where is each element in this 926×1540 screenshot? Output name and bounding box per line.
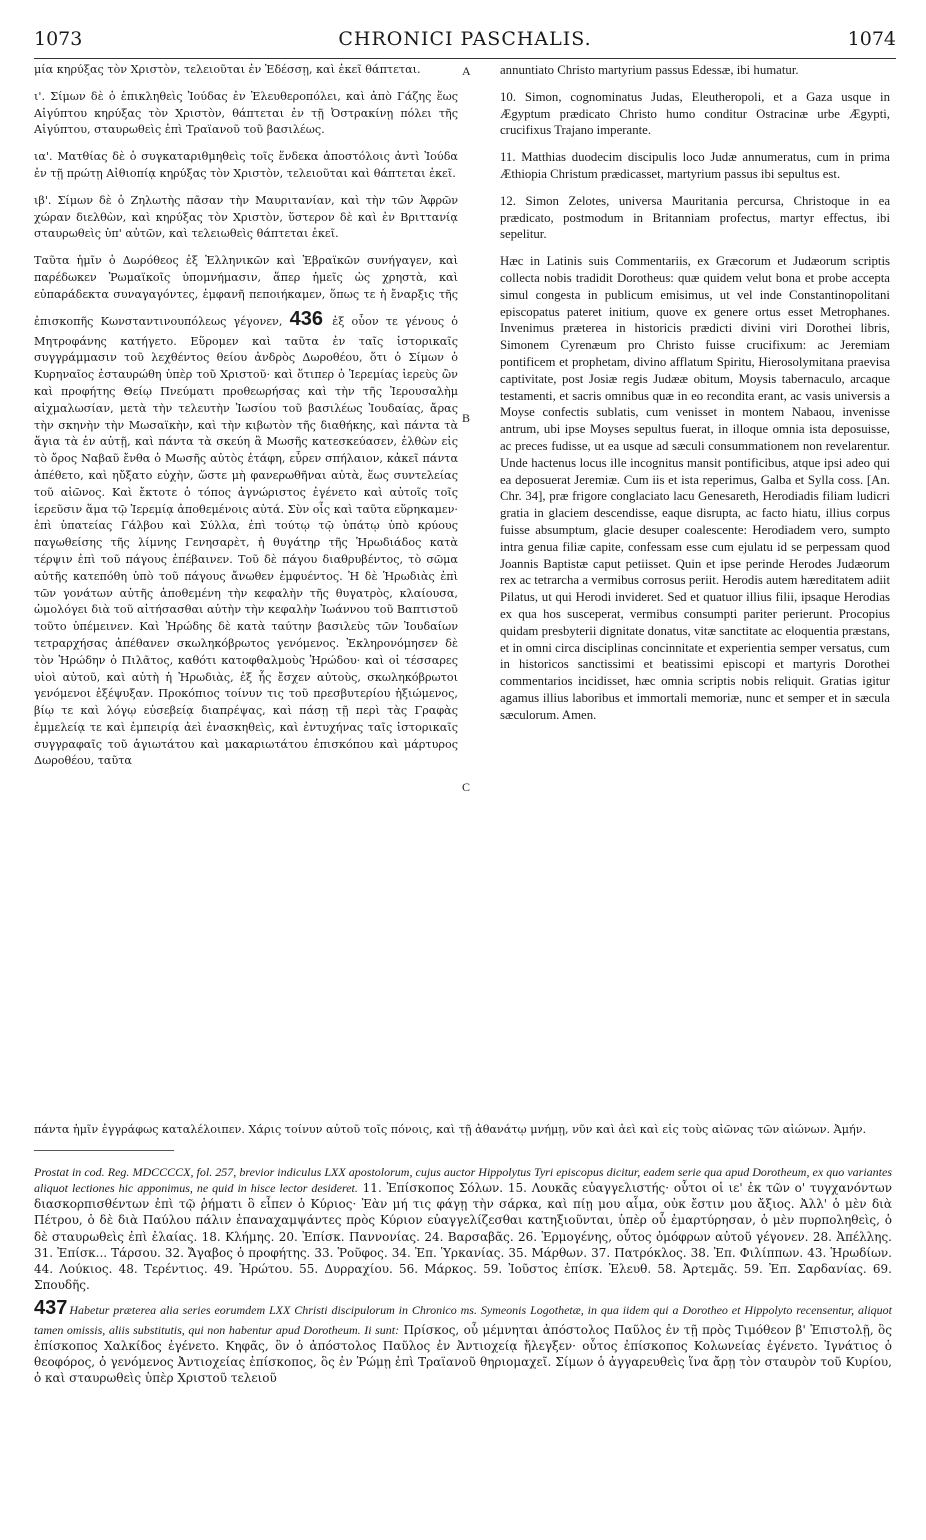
latin-paragraph: annuntiato Christo martyrium passus Edessæ, ibi humatur. — [500, 63, 799, 77]
greek-paragraph: ι'. Σίμων δὲ ὁ ἐπικληθεὶς Ἰούδας ἐν Ἐλευθεροπόλει, καὶ ἀπὸ Γάζης ἕως Αἰγύπτου κηρύξας τὸν Χριστὸν, θάπτεται ἐν τῇ Ὀστρακίνῃ πόλει τῆς Αἰγύπτου, σταυρωθεὶς ἐπὶ Τραϊανοῦ τοῦ βασιλέως. — [34, 89, 458, 137]
greek-text: ἐξ οὗον τε γένους ὁ Μητροφάνης κατήγετο. Εὕρομεν καὶ ταῦτα ἐν ταῖς ἱστορικαῖς συγγράμμασιν τοῦ λεχθέντος θείου ἀνδρὸς Δωροθέου, ὅτι ὁ Σίμων ὁ Κυρηναῖος ἐσταυρώθη ὑπὲρ τοῦ Χριστοῦ· καὶ ὅτιπερ ὁ Ἱερεμίας ἱερεὺς ὢν καὶ προφήτης Θείῳ Πνεύματι προθεωρήσας καὶ τὴν τῆς Ἱερουσαλὴμ αἰχμαλωσίαν, μετὰ τὴν τελευτὴν Ἰωσίου τοῦ βασιλέως Ἰουδαίας, ἄρας τὴν σκηνὴν τὴν Μωσαϊκὴν, καὶ τὴν κιβωτὸν τῆς διαθήκης, καὶ πάντα τὰ ἅγια τὰ ἐν αὐτῇ, καὶ πάντα τὰ σκεύη ἃ Μωσῆς κατεσκεύασεν, ἐλθὼν εἰς τὸ ὄρος Ναβαῦ ἔνθα ὁ Μωσῆς αὐτὸς ἐτάφη, εὗρεν σπήλαιον, κἀκεῖ πάντα ἀπέθετο, καὶ ηὔξατο εὐχὴν, ὥστε μὴ φανερωθῆναι αὐτὰ, ἕως συντελείας τοῦ αἰῶνος. Καὶ ἔκτοτε ὁ τόπος ἀγνώριστος ἐγένετο καὶ αὐτοῖς τοῖς ἱερεῦσιν ἅμα τῷ Ἱερεμίᾳ ἀποθεμένοις αὐτά. Σὺν οἷς καὶ ταῦτα εὕρηκαμεν· ἐπὶ ὑπατείας Γάλβου καὶ Σύλλα, ἐπὶ τούτῳ τῷ ὑπάτῳ ὑπὸ κρύους παγωθείσης τῆς λίμνης Γενησαρὲτ, ἡ θυγάτηρ τῆς Ἡρωδιάδος κατὰ τέρψιν ἐπὶ τοῦ πάγους ἐπέβαινεν. Τοῦ δὲ πάγου διαθρυβέντος, τὸ σῶμα αὐτῆς κατεπόθη ὑπὸ τοῦ πάγους ἄνωθεν ἐμφυέντος. Ἡ δὲ Ἡρωδιὰς ἐπὶ τῶν γονάτων αὐτῆς ἀποθεμένη τὴν κεφαλὴν τῆς θυγατρὸς, κλαίουσα, ὡμολόγει διὰ τοῦ αἰτήσασθαι αὐτὴν τὴν κεφαλὴν Ἰωάννου τοῦ Βαπτιστοῦ τοῦτο ὑπέμεινεν. Καὶ Ἡρώδης δὲ κατὰ ταύτην βασιλεὺς τῶν Ἰουδαίων τετραρχήσας ἀπέθανεν σκωληκόβρωτος γενόμενος. Ἐκληρονόμησεν δὲ τὸν Ἡρώδην ὁ Πιλᾶτος, καθότι κατοφθαλμοὺς Ἡρώδου· καὶ οἱ τέσσαρες υἱοὶ αὐτοῦ, καὶ αὐτὴ ἡ Ἡρωδιὰς, ἐξ ἧς ἔσχεν αὐτοὺς, σκωληκόβρωτοι γενόμενοι ἐξέψυξαν. Προκόπιος τοίνυν τις τοῦ πρεσβυτερίου ἠξιώμενος, βίῳ τε καὶ λόγῳ εὐσεβείᾳ διαπρέψας, καὶ πάσῃ τῇ περὶ τὰς Γραφὰς ἐμμελείᾳ τε καὶ ἐμπειρίᾳ ἀεὶ ἐνασκηθεὶς, καὶ ἐντυχήνας ταῖς ἱστορικαῖς συγγραφαῖς τοῦ ἁγιωτάτου καὶ μακαριωτάτου ἐπισκόπου καὶ μάρτυρος Δωροθέου, ταῦτα — [34, 314, 459, 768]
greek-paragraph: μία κηρύξας τὸν Χριστὸν, τελειοῦται ἐν Ἐδέσσῃ, καὶ ἐκεῖ θάπτεται. — [34, 63, 421, 76]
page-number-right: 1074 — [847, 28, 896, 50]
edition-page-number: 436 — [289, 307, 323, 330]
footnote-intro: Habetur præterea alia series eorumdem LXX Christi discipulorum in Chronico ms. Symeonis Logothetæ, in qua iidem qui a Dorotheo et Hippolyto recensentur, aliquot tamen omissis, aliis substitutis, qui non habentur apud Dorotheum. Ii sunt: — [34, 1303, 892, 1337]
greek-closing-text: πάντα ἡμῖν ἐγγράφως καταλέλοιπεν. Χάρις τοίνυν αὐτοῦ τοῖς πόνοις, καὶ τῇ ἀθανάτῳ μνήμῃ, νῦν καὶ ἀεὶ καὶ εἰς τοὺς αἰῶνας τῶν αἰώνων. Ἀμήν. — [34, 1123, 867, 1136]
footnotes — [34, 1164, 892, 1386]
running-title: CHRONICI PASCHALIS. — [338, 28, 592, 50]
page-number-left: 1073 — [34, 28, 83, 50]
edition-page-number: 437 — [34, 1297, 68, 1319]
notes-separator — [34, 1150, 174, 1151]
latin-paragraph: 11. Matthias duodecim discipulis loco Judæ annumeratus, cum in prima Æthiopia Christum prædicasset, martyrium passus ibi sepultus est. — [500, 150, 890, 181]
margin-letter-a: A — [462, 64, 471, 78]
greek-paragraph — [34, 253, 458, 770]
latin-paragraph: Hæc in Latinis suis Commentariis, ex Græcorum et Judæorum scriptis collecta nobis tradidit Dorotheus: quæ quidem velut bona et probe accepta simul congesta in publicum emisimus, ut vel inde Constantinopolitani episcopatus pateret initium, quove ex genere ortus esset Metrophanes. Invenimus præterea in historicis prædicti divini viri Dorothei libris, Simonem Cyrenæum pro Christo fuisse crucifixum: ac Jeremiam pontificem et prophetam, divino afflatum Spiritu, Hierosolymitana praevisa captivitate, post Josiæ regis Judææ obitum, Moysis tabernaculo, arcaque testamenti, et sacris omnibus quæ in eo recondita erant, ac vasis universis a Moyse confectis sublatis, cum venisset in montem Nabaou, invenisse antrum, ubi ipse Moyses sepultus fuerat, in illoque omnia ista deposuisse, ac preces fudisse, ut ea usque ad sæculi consummationem non revelarentur. Unde hactenus locus ille incognitus mansit pontificibus, atque ipsi adeo qui ea deposuerat Jeremiæ. Cum iis et ista reperimus, Galba et Sylla coss. [An. Chr. 34], præ frigore conglaciato lacu Genesareth, Herodiadis filiam ludicri gratia in glaciem descendisse, eaque disrupta, ac facto hiatu, illius corpus fuisse absumptum, glacie desuper coalescente: Herodiadem vero, sumpto intra genua filiæ capite, confessam esse cum ejulatu id se perpessam quod Joannis Baptistæ caput petiisset. Quin et ipse perinde Herodes Judæorum rex ac tetrarcha a vermibus corrosus periit. Herodis autem hæreditatem adiit Pilatus, ut qui Herodi invideret. Sed et quatuor illius filii, ipsaque Herodias ex qua hos susceperat, vermibus consumpti pariter perierunt. Procopius quidam presbyterii dignitate donatus, vitæ sanctitate ac eloquentia præstans, et in omni circa disciplinas concinnitate et experientia semper versatus, cum in historicos sanctissimi et beatissimi episcopi et martyris Dorothei commentarios incidisset, hæc omnia scriptis nobis reliquit. Gratias igitur agamus illius laboribus et immortali memoriæ, nunc et semper et in sæcula sæculorum. Amen. — [500, 254, 890, 722]
margin-letter-c: C — [462, 780, 471, 794]
greek-paragraph: ιβ'. Σίμων δὲ ὁ Ζηλωτὴς πᾶσαν τὴν Μαυριτανίαν, καὶ τὴν τῶν Ἀφρῶν χώραν διελθὼν, καὶ κηρύξας τὸν Χριστὸν, ὕστερον δὲ καὶ ἐν Βριττανίᾳ σταυρωθεὶς ὑπ' αὐτῶν, καὶ τελειωθεὶς θάπτεται ἐκεῖ. — [34, 193, 458, 241]
greek-paragraph: ια'. Ματθίας δὲ ὁ συγκαταριθμηθεὶς τοῖς ἕνδεκα ἀποστόλοις ἀντὶ Ἰούδα ἐν τῇ πρώτῃ Αἰθιοπίᾳ κηρύξας τὸν Χριστὸν, τελειοῦται καὶ θάπτεται ἐκεῖ. — [34, 150, 458, 180]
footnote — [34, 1164, 892, 1293]
greek-text: Ταῦτα ἡμῖν ὁ Δωρόθεος ἐξ Ἑλληνικῶν καὶ Ἑβραϊκῶν συνήγαγεν, καὶ παρέδωκεν Ῥωμαϊκοῖς ὑπομνήμασιν, ἅπερ ἡμεῖς ὡς χρηστὰ, καὶ εὐπαράδεκτα συναγαγόντες, ἐμφανῆ πεποιήκαμεν, ὅπως τε ἡ ἔναρξις τῆς ἐπισκοπῆς Κωνσταντινουπόλεως γέγονεν, — [34, 254, 458, 328]
footnote-intro: Prostat in cod. Reg. MDCCCCX, fol. 257, brevior indiculus LXX apostolorum, cujus auctor Hippolytus Tyri episcopus dicitur, eadem serie qua apud Dorotheum, ex quo variantes aliquot lectiones hic apponimus, ne quid in hisce lector desideret. — [34, 1165, 892, 1196]
latin-paragraph: 12. Simon Zelotes, universa Mauritania percursa, Christoque in ea prædicato, postmodum in Britanniam profectus, martyr effectus, ibi sepelitur. — [500, 193, 890, 242]
greek-closing — [34, 1122, 894, 1139]
running-header — [34, 28, 896, 54]
footnote-text: Πρίσκος, οὗ μέμνηται ἀπόστολος Παῦλος ἐν τῇ πρὸς Τιμόθεον β' Ἐπιστολῇ, ὃς ἐπίσκοπος Χαλκίδος ἐγένετο. Κηφᾶς, ὃν ὁ ἀπόστολος Παῦλος ἐν Ἀντιοχείᾳ ἤλεγξεν· οὗτος ἐπίσκοπος Κολωνείας ἐγένετο. Ἰγνάτιος ὁ θεοφόρος, ὁ γενόμενος Ἀντιοχείας ἐπίσκοπος, ὃς ἐν Ῥώμῃ ἐπὶ Τραϊανοῦ θηριομαχεῖ. Σίμων ὁ ἀγγαρευθεὶς ἵνα ἄρῃ τὸν σταυρὸν τοῦ Κυρίου, ὁ καὶ σταυρωθεὶς ὑπὲρ Χριστοῦ τελειοῦ — [34, 1322, 892, 1386]
header-rule — [34, 58, 896, 59]
latin-paragraph: 10. Simon, cognominatus Judas, Eleutheropoli, et a Gaza usque in Ægyptum prædicato Christo humo conditur Ostracinæ urbe Ægypti, crucifixus Trajano imperante. — [500, 89, 890, 138]
margin-letter-b: B — [462, 411, 471, 425]
footnote-text: 11. Ἐπίσκοπος Σόλων. 15. Λουκᾶς εὐαγγελιστής· οὗτοι οἱ ιε' ἐκ τῶν ο' τυγχανόντων διασκορπισθέντων ἐπὶ τῷ ῥήματι ὃ εἶπεν ὁ Κύριος· Ἐὰν μή τις φάγῃ τὴν σάρκα, καὶ πίῃ μου αἷμα, οὐκ ἔστιν μου ἄξιος. Ἀλλ' ὁ μὲν διὰ Πέτρου, ὁ δὲ διὰ Παύλου πάλιν ἐπαναχαμψάντες πρὸς Κύριον εὐαγγελίζεσθαι κατηξιοῦνται, ὑπὲρ οὗ ἐμαρτύρησαν, ὁ μὲν πυρποληθεὶς, ὁ δὲ σταυρωθεὶς ἐπὶ ἐλαίας. 18. Κλήμης. 20. Ἐπίσκ. Παννονίας. 24. Βαρσαβᾶς. 26. Ἑρμογένης, οὗτος ὁμόφρων αὐτοῦ γέγονεν. 28. Ἀπέλλης. 31. Ἐπίσκ... Τάρσου. 32. Ἄγαβος ὁ προφήτης. 33. Ῥοῦφος. 34. Ἐπ. Ὑρκανίας. 35. Μάρθων. 37. Πατρόκλος. 38. Ἐπ. Φιλίππων. 43. Ἡρωδίων. 44. Λούκιος. 48. Τερέντιος. 49. Ἠρώτου. 55. Δυρραχίου. 56. Μάρκος. 59. Ἰοῦστος ἐπίσκ. Ἐλευθ. 58. Ἀρτεμᾶς. 59. Ἐπ. Σαρδανίας. 69. Σπουδῆς. — [34, 1181, 892, 1292]
footnote — [34, 1295, 892, 1386]
latin-column — [500, 62, 890, 723]
greek-column — [34, 62, 458, 770]
